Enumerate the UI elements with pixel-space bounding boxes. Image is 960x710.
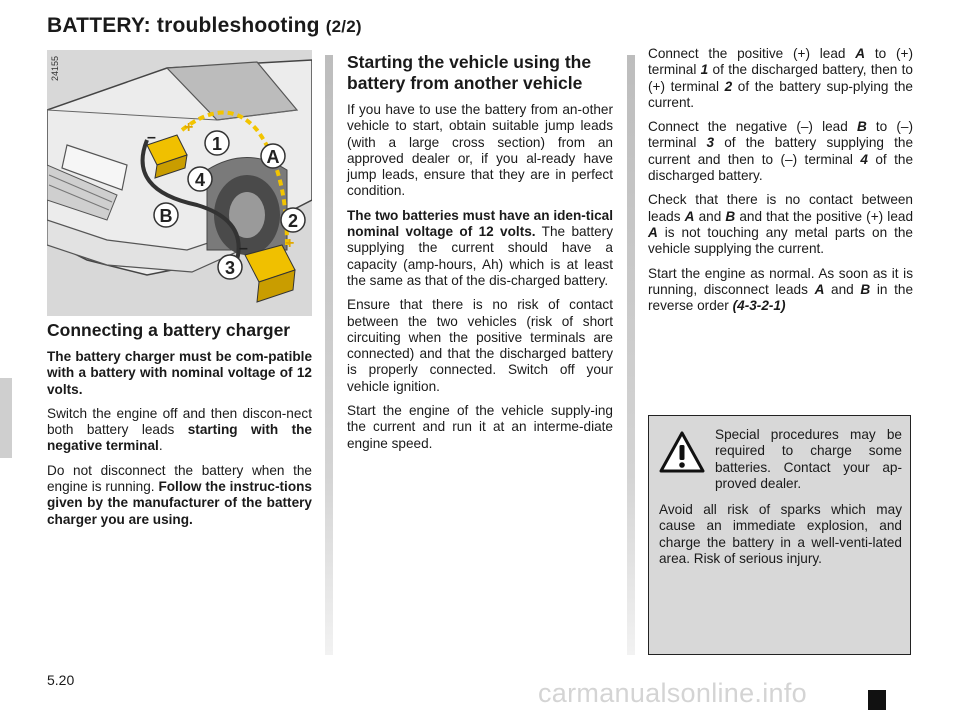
charger-paragraph-2: Switch the engine off and then discon-nect both battery leads starting with the negative terminal. xyxy=(47,405,312,454)
jump-start-paragraph-2: The two batteries must have an iden-tical nominal voltage of 12 volts. The battery supplying the current should have a capacity (amp-hours, Ah) which is at least the same as that of the dis-charged battery. xyxy=(347,207,613,288)
callout-a: A xyxy=(266,147,280,167)
warning-text-procedures: Special procedures may be required to charge some batteries. Contact your ap-proved dealer. xyxy=(715,427,902,491)
charger-paragraph-3: Do not disconnect the battery when the engine is running. Follow the instruc-tions given by the manufacturer of the battery charger you are using. xyxy=(47,462,312,527)
charger-section xyxy=(47,320,312,536)
jump-start-section xyxy=(347,52,613,460)
figure-code: 24155 xyxy=(50,56,60,82)
warning-box xyxy=(648,415,911,655)
callout-4: 4 xyxy=(194,170,206,190)
chapter-tab xyxy=(0,378,12,458)
warning-triangle-icon xyxy=(659,430,705,474)
minus-sign-2: – xyxy=(239,240,248,257)
charger-heading: Connecting a battery charger xyxy=(47,320,291,340)
page-title: BATTERY: troubleshooting (2/2) xyxy=(47,14,362,37)
callout-3: 3 xyxy=(224,258,236,278)
charger-paragraph-1: The battery charger must be com-patible with a battery with nominal voltage of 12 volts. xyxy=(47,349,312,397)
step-start-engine: Start the engine as normal. As soon as it is running, disconnect leads A and B in the reverse order (4-3-2-1) xyxy=(648,265,913,314)
jump-start-paragraph-4: Start the engine of the vehicle supply-ing the current and run it at an interme-diate engine speed. xyxy=(347,403,613,451)
plus-sign-1: + xyxy=(184,119,194,136)
page-number: 5.20 xyxy=(47,672,75,688)
warning-text-sparks: Avoid all risk of sparks which may cause an immediate explosion, and charge the battery in a well-venti-lated area. Risk of serious injury. xyxy=(659,502,902,566)
jump-start-paragraph-3: Ensure that there is no risk of contact between the two vehicles (risk of short circuiting when the positive terminals are connected) and that the discharged battery is properly connected. Switch off your vehicle ignition. xyxy=(347,297,613,394)
watermark: carmanualsonline.info xyxy=(538,678,807,708)
minus-sign-1: – xyxy=(147,129,156,146)
jump-start-heading: Starting the vehicle using the battery from another vehicle xyxy=(347,52,592,93)
jump-start-paragraph-1: If you have to use the battery from an-other vehicle to start, obtain suitable jump leads (with a large cross section) from an approved dealer or, if you al-ready have jump leads, ensure that they are in perfect condition. xyxy=(347,102,613,199)
plus-sign-2: + xyxy=(285,235,295,252)
column-divider-left xyxy=(325,55,333,655)
page-title-suffix: (2/2) xyxy=(325,17,362,36)
corner-mark xyxy=(868,690,886,710)
column-divider-right xyxy=(627,55,635,655)
step-check-contact: Check that there is no contact between leads A and B and that the positive (+) lead A is not touching any metal parts on the vehicle supplying the current. xyxy=(648,192,913,257)
callout-1: 1 xyxy=(211,134,223,154)
callout-2: 2 xyxy=(287,211,299,231)
step-positive-lead: Connect the positive (+) lead A to (+) terminal 1 of the discharged battery, then to (+) terminal 2 of the battery sup-plying the current. xyxy=(648,46,913,110)
jump-start-illustration xyxy=(47,50,312,316)
step-negative-lead: Connect the negative (–) lead B to (–) terminal 3 of the battery supplying the current and then to (–) terminal 4 of the discharged battery. xyxy=(648,119,914,184)
callout-b: B xyxy=(159,206,173,226)
connection-steps xyxy=(648,46,913,322)
